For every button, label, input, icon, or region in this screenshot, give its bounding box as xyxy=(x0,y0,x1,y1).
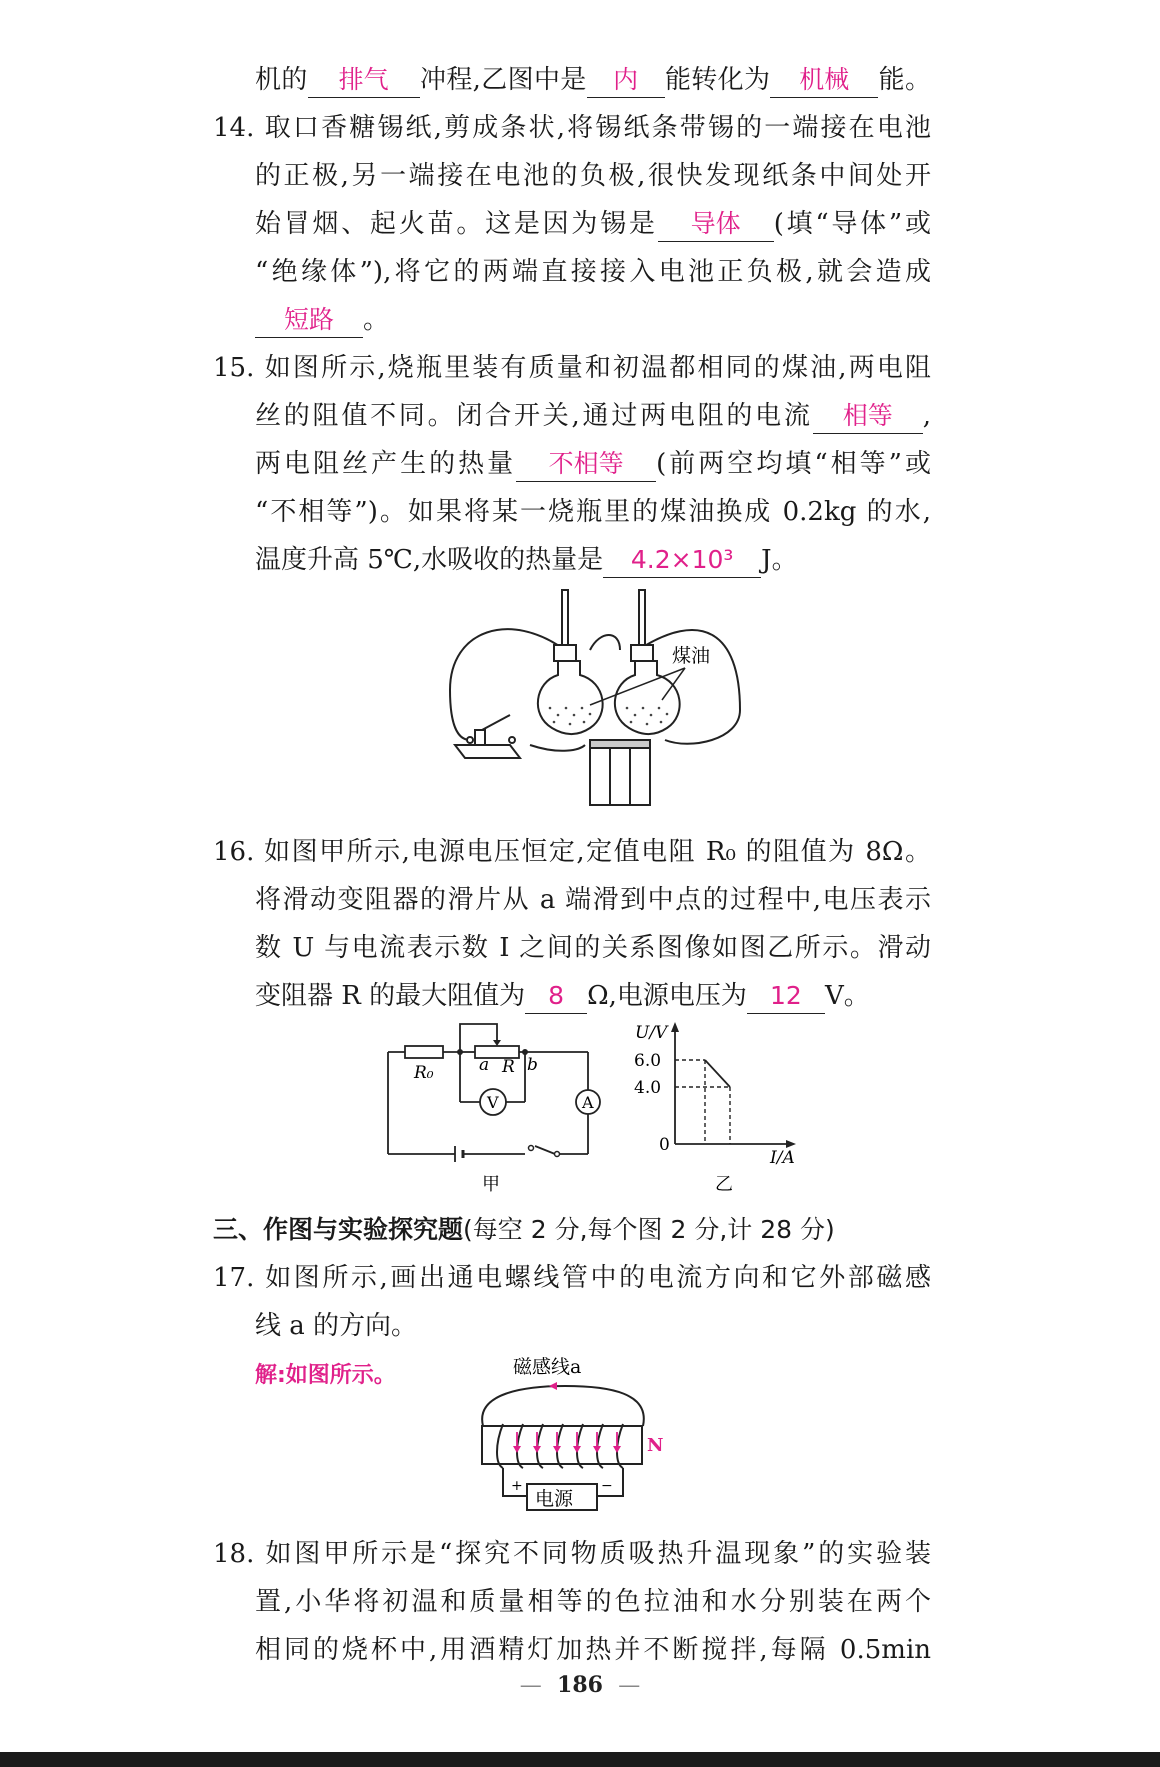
flask-right xyxy=(615,590,680,734)
power-source-label: 电源 xyxy=(535,1488,574,1510)
magnetic-line-label: 磁感线a xyxy=(513,1356,582,1378)
q14-line-1: 14. 取口香糖锡纸,剪成条状,将锡纸条带锡的一端接在电池 xyxy=(213,113,931,143)
text: (前两空均填“相等”或 xyxy=(656,449,931,479)
q14-line-2: 的正极,另一端接在电池的负极,很快发现纸条中间处开 xyxy=(255,161,931,191)
caption-jia: 甲 xyxy=(482,1174,500,1195)
text: J。 xyxy=(761,545,798,575)
q17-line-1: 17. 如图所示,画出通电螺线管中的电流方向和它外部磁感 xyxy=(213,1263,931,1293)
q16-line-1: 16. 如图甲所示,电源电压恒定,定值电阻 R₀ 的阻值为 8Ω。 xyxy=(213,837,931,867)
section-title: 三、作图与实验探究题 xyxy=(213,1215,464,1244)
answer-blank: 短路 xyxy=(255,303,363,338)
answer-blank: 4.2×10³ xyxy=(603,543,761,578)
caption-yi: 乙 xyxy=(715,1174,733,1195)
q16-line-4 xyxy=(255,972,931,1020)
q18-line-3: 相同的烧杯中,用酒精灯加热并不断搅拌,每隔 0.5min xyxy=(255,1635,931,1665)
text: 冲程,乙图中是 xyxy=(419,65,587,95)
y-axis-label: U/V xyxy=(635,1023,668,1043)
page-number-value: 186 xyxy=(557,1672,603,1698)
answer-blank: 导体 xyxy=(658,207,774,242)
text: Ω,电源电压为 xyxy=(587,981,747,1011)
switch xyxy=(455,715,520,758)
text: 始冒烟、起火苗。这是因为锡是 xyxy=(255,209,658,239)
text: 机的 xyxy=(255,65,308,95)
q14-line-3 xyxy=(255,200,931,248)
flask-left xyxy=(538,590,603,734)
q16-line-3: 数 U 与电流表示数 I 之间的关系图像如图乙所示。滑动 xyxy=(255,933,931,963)
text: 变阻器 R 的最大阻值为 xyxy=(255,981,526,1011)
q15-line-1: 15. 如图所示,烧瓶里装有质量和初温都相同的煤油,两电阻 xyxy=(213,353,931,383)
text: 能转化为 xyxy=(664,65,771,95)
answer-blank: 机械 xyxy=(770,63,878,98)
section-scoring: (每空 2 分,每个图 2 分,计 28 分) xyxy=(463,1215,835,1244)
north-pole-label: N xyxy=(647,1435,664,1456)
q18-line-1: 18. 如图甲所示是“探究不同物质吸热升温现象”的实验装 xyxy=(213,1539,931,1569)
text: (填“导体”或 xyxy=(773,209,931,239)
answer-blank: 内 xyxy=(587,63,665,98)
answer-blank: 12 xyxy=(747,979,825,1014)
voltmeter-label: V xyxy=(487,1093,499,1112)
battery xyxy=(590,740,650,805)
text: 。 xyxy=(363,305,390,335)
bottom-bar xyxy=(0,1752,1160,1767)
ammeter-label: A xyxy=(582,1093,594,1112)
y-tick-4: 4.0 xyxy=(634,1078,662,1098)
text: , xyxy=(922,401,931,431)
text: 温度升高 5℃,水吸收的热量是 xyxy=(255,545,604,575)
answer-blank: 相等 xyxy=(813,399,923,434)
text: V。 xyxy=(824,981,870,1011)
text: 丝的阻值不同。闭合开关,通过两电阻的电流 xyxy=(255,401,813,431)
q15-line-2 xyxy=(255,392,931,440)
ui-graph-yi xyxy=(630,1022,810,1197)
q18-line-2: 置,小华将初温和质量相等的色拉油和水分别装在两个 xyxy=(255,1587,931,1617)
x-axis-label: I/A xyxy=(770,1148,795,1168)
answer-blank: 不相等 xyxy=(516,447,656,482)
y-tick-6: 6.0 xyxy=(634,1051,662,1071)
answer-note: 解:如图所示。 xyxy=(255,1363,396,1388)
flask-label: 煤油 xyxy=(672,645,711,667)
r0-label: R₀ xyxy=(414,1063,434,1083)
section-heading xyxy=(213,1206,835,1254)
q13-line xyxy=(255,56,931,104)
origin-label: 0 xyxy=(659,1135,670,1155)
plus-label: + xyxy=(511,1478,523,1494)
q14-line-5 xyxy=(255,296,931,344)
solenoid-figure xyxy=(465,1348,665,1523)
text: 能。 xyxy=(878,65,931,95)
circuit-diagram-jia xyxy=(385,1022,600,1197)
q16-line-2: 将滑动变阻器的滑片从 a 端滑到中点的过程中,电压表示 xyxy=(255,885,931,915)
r-label: R xyxy=(502,1057,515,1077)
minus-label: − xyxy=(601,1478,613,1494)
q15-line-5 xyxy=(255,536,931,584)
b-label: b xyxy=(527,1055,538,1075)
answer-blank: 8 xyxy=(525,979,587,1014)
text: 两电阻丝产生的热量 xyxy=(255,449,517,479)
flask-circuit-figure xyxy=(440,590,760,810)
q17-line-2: 线 a 的方向。 xyxy=(255,1311,418,1341)
a-label: a xyxy=(479,1055,490,1075)
q15-line-4: “不相等”)。如果将某一烧瓶里的煤油换成 0.2kg 的水, xyxy=(255,497,931,527)
page-number: — 186 — xyxy=(519,1672,641,1698)
q15-line-3 xyxy=(255,440,931,488)
q14-line-4: “绝缘体”),将它的两端直接接入电池正负极,就会造成 xyxy=(255,257,931,287)
answer-blank: 排气 xyxy=(308,63,420,98)
